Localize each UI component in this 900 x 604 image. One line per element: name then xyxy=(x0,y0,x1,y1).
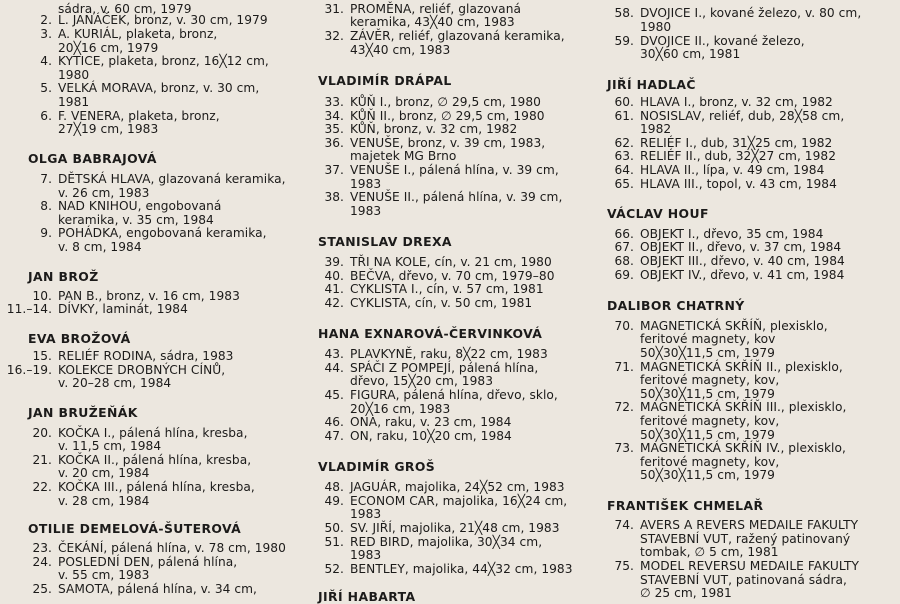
entry-text: 1983 xyxy=(350,204,382,218)
entry-text: sádra, v. 60 cm, 1979 xyxy=(58,2,192,16)
catalog-entry-continuation xyxy=(312,508,602,522)
entry-text: v. 28 cm, 1984 xyxy=(58,494,150,508)
catalog-entry-continuation xyxy=(0,123,300,137)
catalog-entry xyxy=(603,96,900,110)
artist-heading: EVA BROŽOVÁ xyxy=(28,331,131,346)
catalog-entry-continuation xyxy=(603,415,900,429)
catalog-entry xyxy=(603,519,900,533)
entry-text: 1983 xyxy=(350,548,382,562)
entry-number: 67. xyxy=(614,240,634,254)
entry-text: NAD KNIHOU, engobovaná xyxy=(58,199,222,213)
catalog-entry-continuation xyxy=(603,333,900,347)
catalog-entry xyxy=(0,82,300,96)
entry-text: CYKLISTA I., cín, v. 57 cm, 1981 xyxy=(350,282,544,296)
entry-number: 21. xyxy=(32,453,52,467)
entry-text: feritové magnety, kov, xyxy=(640,455,780,469)
entry-number: 44. xyxy=(324,361,344,375)
entry-text: OBJEKT II., dřevo, v. 37 cm, 1984 xyxy=(640,240,842,254)
catalog-entry xyxy=(0,173,300,187)
catalog-entry-continuation xyxy=(312,549,602,563)
entry-text: POSLEDNÍ DEN, pálená hlína, xyxy=(58,555,238,569)
catalog-entry xyxy=(603,164,900,178)
artist-heading: JIŘÍ HABARTA xyxy=(318,589,416,604)
catalog-entry-continuation xyxy=(0,569,300,583)
catalog-entry xyxy=(312,481,602,495)
entry-text: PAN B., bronz, v. 16 cm, 1983 xyxy=(58,289,240,303)
entry-number: 8. xyxy=(40,199,52,213)
artist-heading: DALIBOR CHATRNÝ xyxy=(607,298,745,313)
entry-text: TŘI NA KOLE, cín, v. 21 cm, 1980 xyxy=(350,255,552,269)
artist-heading: FRANTIŠEK CHMELAŘ xyxy=(607,498,764,513)
catalog-entry xyxy=(312,96,602,110)
entry-text: DĚTSKÁ HLAVA, glazovaná keramika, xyxy=(58,172,286,186)
entry-text: CYKLISTA, cín, v. 50 cm, 1981 xyxy=(350,296,533,310)
entry-text: F. VENERA, plaketa, bronz, xyxy=(58,109,220,123)
catalog-entry xyxy=(0,350,300,364)
entry-text: HLAVA I., bronz, v. 32 cm, 1982 xyxy=(640,95,833,109)
catalog-entry xyxy=(0,481,300,495)
entry-text: keramika, v. 35 cm, 1984 xyxy=(58,213,214,227)
entry-text: PROMĚNA, reliéf, glazovaná xyxy=(350,2,521,16)
catalog-entry xyxy=(0,583,300,597)
entry-text: KŮŇ II., bronz, ∅ 29,5 cm, 1980 xyxy=(350,109,545,123)
catalog-entry xyxy=(312,563,602,577)
catalog-entry xyxy=(312,522,602,536)
entry-number: 73. xyxy=(614,441,634,455)
catalog-entry xyxy=(0,14,300,28)
entry-text: 50╳30╳11,5 cm, 1979 xyxy=(640,346,775,360)
entry-text: L. JANÁČEK, bronz, v. 30 cm, 1979 xyxy=(58,13,268,27)
entry-text: STAVEBNÍ VUT, ražený patinovaný xyxy=(640,532,851,546)
entry-number: 63. xyxy=(614,149,634,163)
catalog-entry xyxy=(603,150,900,164)
catalog-entry-continuation xyxy=(603,374,900,388)
artist-heading: VLADIMÍR GROŠ xyxy=(318,459,436,474)
catalog-entry xyxy=(312,283,602,297)
entry-number: 38. xyxy=(324,190,344,204)
entry-text: v. 8 cm, 1984 xyxy=(58,240,142,254)
artist-heading: VÁCLAV HOUF xyxy=(607,206,709,221)
entry-text: keramika, 43╳40 cm, 1983 xyxy=(350,15,515,29)
artist-heading: JAN BRUŽEŇÁK xyxy=(28,405,138,420)
catalog-entry xyxy=(0,556,300,570)
entry-number: 75. xyxy=(614,559,634,573)
entry-text: 30╳60 cm, 1981 xyxy=(640,47,741,61)
catalog-entry xyxy=(603,7,900,21)
catalog-entry-continuation xyxy=(312,44,602,58)
entry-text: v. 11,5 cm, 1984 xyxy=(58,439,162,453)
catalog-entry-continuation xyxy=(0,377,300,391)
entry-number: 6. xyxy=(40,109,52,123)
entry-text: VENUŠE I., pálená hlína, v. 39 cm, xyxy=(350,163,559,177)
entry-text: FIGURA, pálená hlína, dřevo, sklo, xyxy=(350,388,558,402)
entry-text: STAVEBNÍ VUT, patinovaná sádra, xyxy=(640,573,847,587)
catalog-entry-continuation xyxy=(603,469,900,483)
catalog-entry xyxy=(0,454,300,468)
entry-text: KOČKA I., pálená hlína, kresba, xyxy=(58,426,248,440)
entry-text: RELIÉF I., dub, 31╳25 cm, 1982 xyxy=(640,136,833,150)
entry-text: 27╳19 cm, 1983 xyxy=(58,122,159,136)
entry-number: 23. xyxy=(32,541,52,555)
artist-heading: JAN BROŽ xyxy=(28,269,99,284)
entry-number: 46. xyxy=(324,415,344,429)
catalog-entry xyxy=(0,542,300,556)
catalog-entry xyxy=(312,164,602,178)
entry-text: MAGNETICKÁ SKŘÍŇ, plexisklo, xyxy=(640,319,828,333)
entry-text: tombak, ∅ 5 cm, 1981 xyxy=(640,545,779,559)
entry-text: KOLEKCE DROBNÝCH CÍNŮ, xyxy=(58,363,226,377)
catalog-entry xyxy=(312,430,602,444)
entry-number: 62. xyxy=(614,136,634,150)
entry-text: SAMOTA, pálená hlína, v. 34 cm, xyxy=(58,582,257,596)
catalog-entry-continuation xyxy=(603,123,900,137)
entry-text: 50╳30╳11,5 cm, 1979 xyxy=(640,428,775,442)
entry-text: BEČVA, dřevo, v. 70 cm, 1979–80 xyxy=(350,269,555,283)
catalog-entry-continuation xyxy=(0,96,300,110)
catalog-entry xyxy=(312,123,602,137)
entry-number: 70. xyxy=(614,319,634,333)
entry-text: RED BIRD, majolika, 30╳34 cm, xyxy=(350,535,543,549)
entry-text: VENUŠE, bronz, v. 39 cm, 1983, xyxy=(350,136,546,150)
entry-number: 68. xyxy=(614,254,634,268)
entry-number: 48. xyxy=(324,480,344,494)
entry-text: MAGNETICKÁ SKŘÍŇ IV., plexisklo, xyxy=(640,441,846,455)
entry-number: 34. xyxy=(324,109,344,123)
entry-text: POHÁDKA, engobovaná keramika, xyxy=(58,226,267,240)
entry-text: MODEL REVERSU MEDAILE FAKULTY xyxy=(640,559,860,573)
entry-text: feritové magnety, kov, xyxy=(640,414,780,428)
catalog-entry-continuation xyxy=(312,375,602,389)
entry-number: 35. xyxy=(324,122,344,136)
entry-number: 66. xyxy=(614,227,634,241)
catalog-entry-continuation xyxy=(0,467,300,481)
entry-number: 3. xyxy=(40,27,52,41)
entry-text: VELKÁ MORAVA, bronz, v. 30 cm, xyxy=(58,81,260,95)
entry-text: RELIÉF RODINA, sádra, 1983 xyxy=(58,349,234,363)
entry-text: HLAVA III., topol, v. 43 cm, 1984 xyxy=(640,177,837,191)
entry-text: DÍVKY, laminát, 1984 xyxy=(58,302,188,316)
entry-number: 15. xyxy=(32,349,52,363)
entry-number: 52. xyxy=(324,562,344,576)
entry-text: v. 20 cm, 1984 xyxy=(58,466,150,480)
entry-number: 60. xyxy=(614,95,634,109)
entry-text: 1983 xyxy=(350,507,382,521)
catalog-entry-continuation xyxy=(312,16,602,30)
entry-text: JAGUÁR, majolika, 24╳52 cm, 1983 xyxy=(350,480,565,494)
entry-text: 50╳30╳11,5 cm, 1979 xyxy=(640,468,775,482)
entry-number: 64. xyxy=(614,163,634,177)
entry-number: 10. xyxy=(32,289,52,303)
catalog-entry xyxy=(0,303,300,317)
entry-text: 20╳16 cm, 1983 xyxy=(350,402,451,416)
catalog-entry xyxy=(312,389,602,403)
catalog-entry xyxy=(603,269,900,283)
catalog-entry xyxy=(312,416,602,430)
entry-text: v. 26 cm, 1983 xyxy=(58,186,150,200)
entry-text: KOČKA II., pálená hlína, kresba, xyxy=(58,453,252,467)
entry-number: 37. xyxy=(324,163,344,177)
catalog-entry xyxy=(603,442,900,456)
entry-number: 7. xyxy=(40,172,52,186)
entry-text: NOSISLAV, reliéf, dub, 28╳58 cm, xyxy=(640,109,845,123)
entry-text: KŮŇ I., bronz, ∅ 29,5 cm, 1980 xyxy=(350,95,541,109)
entry-text: v. 20–28 cm, 1984 xyxy=(58,376,172,390)
catalog-entry xyxy=(603,401,900,415)
catalog-entry xyxy=(0,227,300,241)
entry-text: OBJEKT III., dřevo, v. 40 cm, 1984 xyxy=(640,254,845,268)
entry-number: 24. xyxy=(32,555,52,569)
catalog-entry xyxy=(312,297,602,311)
entry-text: AVERS A REVERS MEDAILE FAKULTY xyxy=(640,518,859,532)
artist-heading: HANA EXNAROVÁ-ČERVINKOVÁ xyxy=(318,326,543,341)
entry-text: feritové magnety, kov xyxy=(640,332,776,346)
entry-text: KOČKA III., pálená hlína, kresba, xyxy=(58,480,255,494)
entry-text: v. 55 cm, 1983 xyxy=(58,568,150,582)
catalog-entry-continuation xyxy=(603,546,900,560)
entry-number: 40. xyxy=(324,269,344,283)
catalog-entry xyxy=(0,55,300,69)
catalog-entry-continuation xyxy=(0,241,300,255)
entry-number: 71. xyxy=(614,360,634,374)
entry-text: ONA, raku, v. 23 cm, 1984 xyxy=(350,415,512,429)
entry-text: 1983 xyxy=(350,177,382,191)
entry-number: 51. xyxy=(324,535,344,549)
entry-number: 5. xyxy=(40,81,52,95)
catalog-entry-continuation xyxy=(312,150,602,164)
entry-number: 72. xyxy=(614,400,634,414)
entry-text: BENTLEY, majolika, 44╳32 cm, 1983 xyxy=(350,562,573,576)
entry-text: RELIÉF II., dub, 32╳27 cm, 1982 xyxy=(640,149,837,163)
entry-number: 42. xyxy=(324,296,344,310)
entry-text: 20╳16 cm, 1979 xyxy=(58,41,159,55)
catalog-entry-continuation xyxy=(603,48,900,62)
entry-number: 61. xyxy=(614,109,634,123)
catalog-entry xyxy=(0,28,300,42)
entry-text: MAGNETICKÁ SKŘÍŇ III., plexisklo, xyxy=(640,400,847,414)
entry-text: VENUŠE II., pálená hlína, v. 39 cm, xyxy=(350,190,563,204)
catalog-entry xyxy=(603,241,900,255)
entry-text: OBJEKT I., dřevo, 35 cm, 1984 xyxy=(640,227,824,241)
artist-heading: OLGA BABRAJOVÁ xyxy=(28,151,157,166)
entry-number: 32. xyxy=(324,29,344,43)
entry-number: 31. xyxy=(324,2,344,16)
entry-text: ∅ 25 cm, 1981 xyxy=(640,586,732,600)
catalog-entry xyxy=(603,255,900,269)
catalog-entry-continuation xyxy=(603,587,900,601)
entry-number: 47. xyxy=(324,429,344,443)
entry-number: 39. xyxy=(324,255,344,269)
entry-text: 50╳30╳11,5 cm, 1979 xyxy=(640,387,775,401)
entry-text: feritové magnety, kov, xyxy=(640,373,780,387)
entry-number: 9. xyxy=(40,226,52,240)
entry-text: ON, raku, 10╳20 cm, 1984 xyxy=(350,429,512,443)
entry-text: DVOJICE II., kované železo, xyxy=(640,34,805,48)
entry-number: 50. xyxy=(324,521,344,535)
entry-number: 69. xyxy=(614,268,634,282)
entry-text: PLAVKYNĚ, raku, 8╳22 cm, 1983 xyxy=(350,347,548,361)
catalog-entry xyxy=(312,30,602,44)
entry-text: ECONOM CAR, majolika, 16╳24 cm, xyxy=(350,494,568,508)
entry-text: ZÁVĚR, reliéf, glazovaná keramika, xyxy=(350,29,565,43)
entry-number: 4. xyxy=(40,54,52,68)
entry-number: 58. xyxy=(614,6,634,20)
entry-text: KŮŇ, bronz, v. 32 cm, 1982 xyxy=(350,122,518,136)
entry-text: DVOJICE I., kované železo, v. 80 cm, xyxy=(640,6,862,20)
entry-text: SV. JIŘÍ, majolika, 21╳48 cm, 1983 xyxy=(350,521,560,535)
catalog-entry xyxy=(312,191,602,205)
entry-number: 22. xyxy=(32,480,52,494)
catalog-entry xyxy=(312,348,602,362)
entry-text: ČEKÁNÍ, pálená hlína, v. 78 cm, 1980 xyxy=(58,541,286,555)
entry-text: MAGNETICKÁ SKŘÍŇ II., plexisklo, xyxy=(640,360,843,374)
catalog-entry-continuation xyxy=(603,21,900,35)
entry-text: OBJEKT IV., dřevo, v. 41 cm, 1984 xyxy=(640,268,845,282)
artist-heading: JIŘÍ HADLAČ xyxy=(607,77,696,92)
entry-number: 16.–19. xyxy=(6,363,52,377)
entry-text: KYTICE, plaketa, bronz, 16╳12 cm, xyxy=(58,54,269,68)
catalog-entry xyxy=(312,256,602,270)
entry-number: 43. xyxy=(324,347,344,361)
entry-text: SPÁČI Z POMPEJÍ, pálená hlína, xyxy=(350,361,539,375)
entry-number: 11.–14. xyxy=(6,302,52,316)
catalog-entry xyxy=(0,200,300,214)
entry-text: HLAVA II., lípa, v. 49 cm, 1984 xyxy=(640,163,825,177)
catalog-entry-continuation xyxy=(603,347,900,361)
entry-number: 33. xyxy=(324,95,344,109)
artist-heading: OTILIE DEMELOVÁ-ŠUTEROVÁ xyxy=(28,521,242,536)
entry-number: 20. xyxy=(32,426,52,440)
entry-number: 25. xyxy=(32,582,52,596)
catalog-entry xyxy=(603,178,900,192)
entry-text: 1980 xyxy=(640,20,672,34)
entry-text: A. KURIÁL, plaketa, bronz, xyxy=(58,27,218,41)
entry-number: 65. xyxy=(614,177,634,191)
entry-number: 36. xyxy=(324,136,344,150)
entry-text: 1981 xyxy=(58,95,90,109)
artist-heading: VLADIMÍR DRÁPAL xyxy=(318,73,452,88)
entry-number: 45. xyxy=(324,388,344,402)
catalog-entry-continuation xyxy=(312,205,602,219)
entry-text: 1982 xyxy=(640,122,672,136)
catalog-entry-continuation xyxy=(0,495,300,509)
entry-number: 74. xyxy=(614,518,634,532)
catalog-entry-continuation xyxy=(0,440,300,454)
entry-number: 41. xyxy=(324,282,344,296)
entry-number: 2. xyxy=(40,13,52,27)
artist-heading: STANISLAV DREXA xyxy=(318,234,452,249)
entry-text: 43╳40 cm, 1983 xyxy=(350,43,451,57)
entry-number: 59. xyxy=(614,34,634,48)
entry-text: majetek MG Brno xyxy=(350,149,457,163)
entry-text: dřevo, 15╳20 cm, 1983 xyxy=(350,374,494,388)
entry-number: 49. xyxy=(324,494,344,508)
entry-text: 1980 xyxy=(58,68,90,82)
catalog-entry xyxy=(603,560,900,574)
